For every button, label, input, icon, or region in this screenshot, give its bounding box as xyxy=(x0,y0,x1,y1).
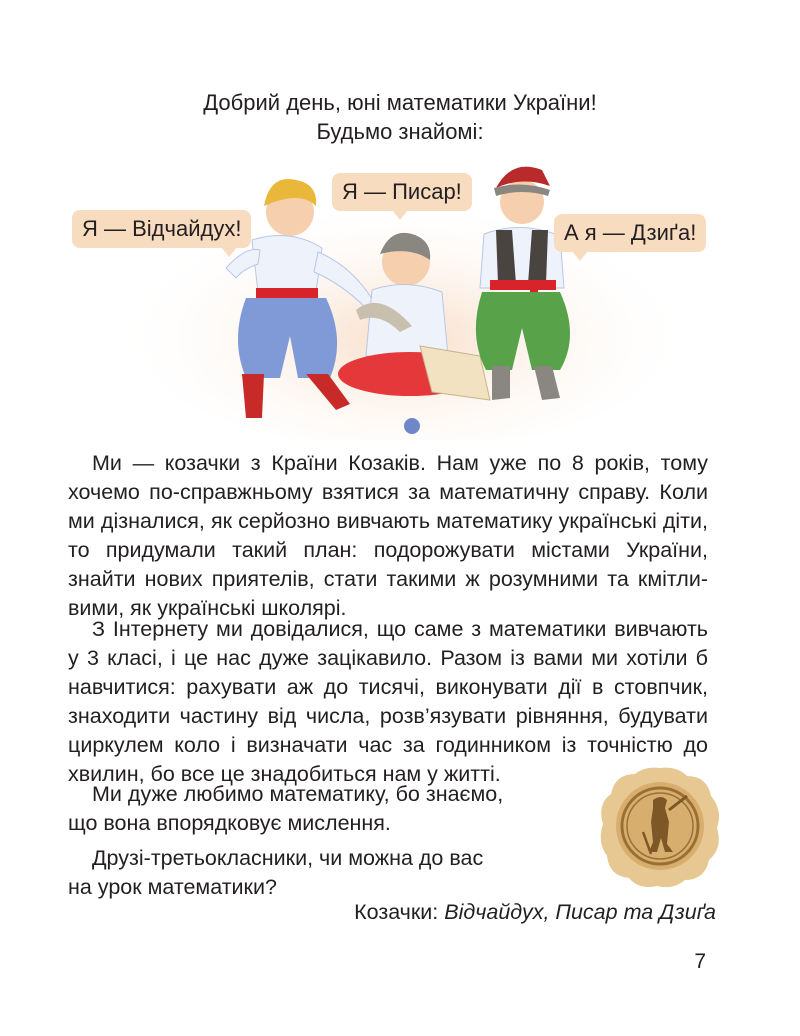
paragraph-love-math xyxy=(68,780,503,838)
paragraph-question xyxy=(68,844,483,902)
question-line-1: Друзі-третьокласники, чи можна до вас xyxy=(92,846,484,870)
page-number: 7 xyxy=(694,950,706,973)
speech-bubble-text: Я — Писар! xyxy=(342,179,462,204)
question-line-2: на урок математики? xyxy=(68,875,277,899)
paragraph-plans: З Інтернету ми довідалися, що саме з математики вивчають у 3 класі, і це нас дуже зацікавило. Разом із вами ми хотіли б навчитися: рахувати аж до тисячі, виконувати дії в стовпчик, знаходити частину від числа, розв’язувати рівняння, будувати циркулем коло і визначати час за годинником із точністю до хвилин, бо все це знадобиться нам у житті. xyxy=(68,617,708,786)
bubble-tail xyxy=(572,251,588,261)
greeting xyxy=(0,88,800,146)
wax-seal-icon xyxy=(595,762,725,897)
greeting-line-1: Добрий день, юні математики України! xyxy=(203,90,597,115)
paragraph-intro: Ми — козачки з Країни Козаків. Нам уже по 8 років, тому хочемо по-справжньому взятися за математичну справу. Коли ми дізналися, як серйозно вивчають математику українські діти, то придумали такий план: подорожувати містами України, знайти нових приятелів, стати такими ж розумними та кмітли-вими, як українські школярі. xyxy=(68,451,708,620)
speech-bubble-text: Я — Відчайдух! xyxy=(82,216,242,241)
bubble-tail xyxy=(221,247,237,257)
speech-bubble-vidchaiduh xyxy=(72,210,251,248)
cossack-boys-illustration xyxy=(60,160,740,440)
speech-bubble-pysar xyxy=(332,173,472,211)
greeting-line-2: Будьмо знайомі: xyxy=(316,119,484,144)
love-math-line-2: що вона впорядковує мислення. xyxy=(68,811,391,835)
speech-bubble-text: А я — Дзиґа! xyxy=(564,220,697,245)
speech-bubble-dzyga xyxy=(554,214,706,252)
signature-label: Козачки: xyxy=(354,900,439,924)
bubble-tail xyxy=(392,210,408,220)
signature-names: Відчайдух, Писар та Дзиґа xyxy=(444,900,716,924)
love-math-line-1: Ми дуже любимо математику, бо знаємо, xyxy=(92,782,504,806)
signature xyxy=(354,900,716,925)
